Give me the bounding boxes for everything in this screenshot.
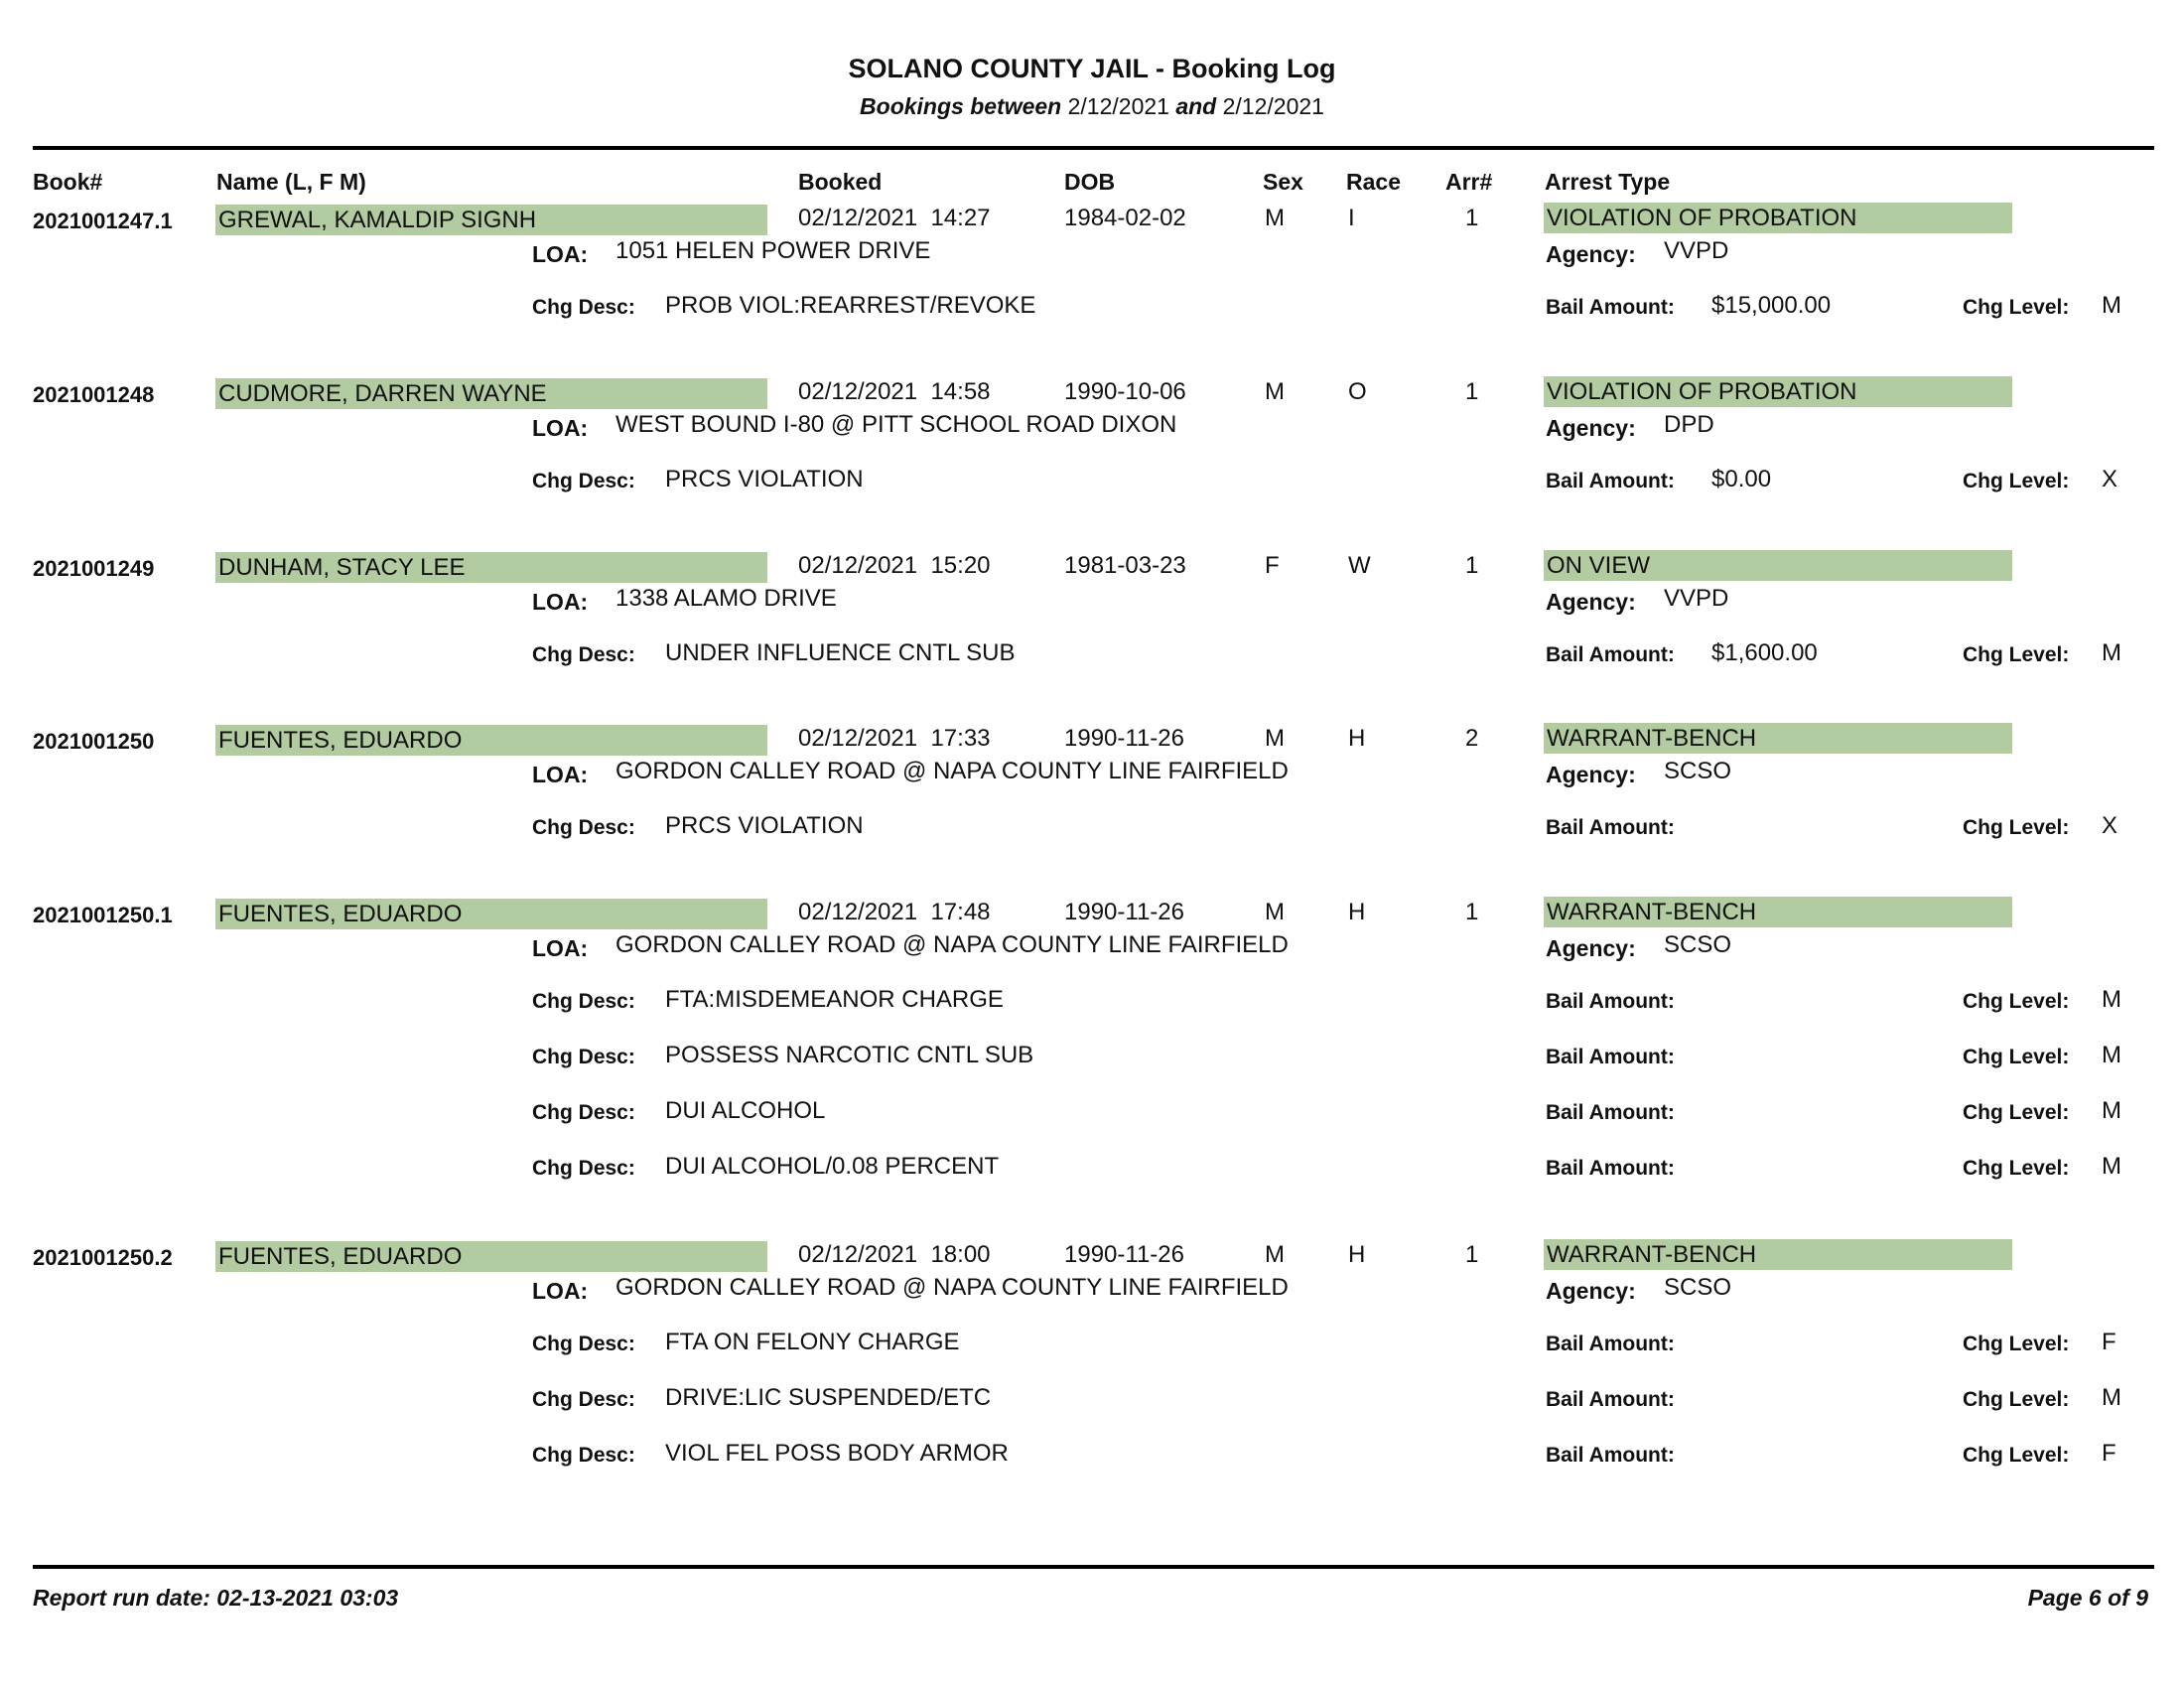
loa-label: LOA: — [532, 1278, 589, 1304]
loa-label: LOA: — [532, 762, 589, 787]
chg-level-value: M — [2102, 639, 2121, 666]
chg-level-label: Chg Level: — [1963, 1388, 2070, 1411]
chg-desc-label: Chg Desc: — [532, 1046, 635, 1068]
agency-value: DPD — [1664, 411, 1714, 438]
agency-value: SCSO — [1664, 1274, 1732, 1301]
book-number: 2021001250 — [33, 729, 155, 754]
chg-level-value: M — [2102, 1097, 2121, 1124]
loa-value: GORDON CALLEY ROAD @ NAPA COUNTY LINE FAIRFIELD — [615, 931, 1289, 958]
chg-desc-value: FTA ON FELONY CHARGE — [665, 1329, 960, 1355]
inmate-name: DUNHAM, STACY LEE — [215, 552, 767, 583]
chg-desc-value: DUI ALCOHOL/0.08 PERCENT — [665, 1153, 1000, 1180]
bail-amount-label: Bail Amount: — [1546, 1101, 1675, 1124]
chg-level-value: X — [2102, 812, 2118, 839]
book-number: 2021001250.2 — [33, 1245, 173, 1270]
col-race: Race — [1346, 169, 1401, 195]
race: H — [1348, 725, 1366, 752]
race: I — [1348, 205, 1355, 231]
report-run-date: Report run date: 02-13-2021 03:03 — [33, 1585, 399, 1611]
loa-label: LOA: — [532, 935, 589, 961]
loa-value: GORDON CALLEY ROAD @ NAPA COUNTY LINE FAIRFIELD — [615, 758, 1289, 784]
race: O — [1348, 378, 1367, 405]
sex: M — [1265, 205, 1285, 231]
bail-amount-label: Bail Amount: — [1546, 1333, 1675, 1355]
chg-level-value: M — [2102, 292, 2121, 319]
inmate-name: CUDMORE, DARREN WAYNE — [215, 378, 767, 409]
chg-desc-value: FTA:MISDEMEANOR CHARGE — [665, 986, 1004, 1013]
chg-level-label: Chg Level: — [1963, 1046, 2070, 1068]
arrest-type: VIOLATION OF PROBATION — [1544, 376, 2012, 407]
book-number: 2021001249 — [33, 556, 155, 581]
loa-value: 1338 ALAMO DRIVE — [615, 585, 837, 612]
col-arr: Arr# — [1445, 169, 1493, 195]
col-sex: Sex — [1263, 169, 1303, 195]
bail-amount-value: $1,600.00 — [1711, 639, 1818, 666]
bail-amount-label: Bail Amount: — [1546, 643, 1675, 666]
agency-label: Agency: — [1546, 935, 1636, 961]
loa-value: GORDON CALLEY ROAD @ NAPA COUNTY LINE FAIRFIELD — [615, 1274, 1289, 1301]
chg-level-label: Chg Level: — [1963, 990, 2070, 1013]
chg-desc-value: PRCS VIOLATION — [665, 812, 864, 839]
inmate-name: FUENTES, EDUARDO — [215, 899, 767, 929]
arrest-number: 1 — [1465, 205, 1479, 231]
col-book: Book# — [33, 169, 103, 195]
arrest-number: 1 — [1465, 378, 1479, 405]
loa-label: LOA: — [532, 415, 589, 441]
arrest-number: 1 — [1465, 1241, 1479, 1268]
arrest-type: WARRANT-BENCH — [1544, 1239, 2012, 1270]
arrest-number: 1 — [1465, 552, 1479, 579]
arrest-type: WARRANT-BENCH — [1544, 897, 2012, 927]
chg-desc-label: Chg Desc: — [532, 470, 635, 492]
arrest-type: WARRANT-BENCH — [1544, 723, 2012, 754]
dob: 1990-10-06 — [1064, 378, 1186, 405]
date-from: 2/12/2021 — [1067, 93, 1169, 119]
inmate-name: FUENTES, EDUARDO — [215, 725, 767, 756]
col-name: Name (L, F M) — [216, 169, 366, 195]
chg-desc-label: Chg Desc: — [532, 816, 635, 839]
chg-level-label: Chg Level: — [1963, 1101, 2070, 1124]
bail-amount-label: Bail Amount: — [1546, 1444, 1675, 1467]
chg-desc-label: Chg Desc: — [532, 296, 635, 319]
report-subtitle — [0, 93, 2184, 120]
footer-rule — [33, 1565, 2154, 1569]
dob: 1984-02-02 — [1064, 205, 1186, 231]
booked-datetime: 02/12/2021 17:33 — [798, 725, 991, 752]
header-rule — [33, 146, 2154, 150]
chg-desc-value: DRIVE:LIC SUSPENDED/ETC — [665, 1384, 992, 1411]
chg-desc-label: Chg Desc: — [532, 1101, 635, 1124]
chg-level-label: Chg Level: — [1963, 1157, 2070, 1180]
chg-desc-label: Chg Desc: — [532, 1157, 635, 1180]
loa-label: LOA: — [532, 589, 589, 615]
race: H — [1348, 899, 1366, 925]
arrest-number: 2 — [1465, 725, 1479, 752]
chg-desc-value: VIOL FEL POSS BODY ARMOR — [665, 1440, 1009, 1467]
chg-desc-value: POSSESS NARCOTIC CNTL SUB — [665, 1042, 1034, 1068]
bail-amount-label: Bail Amount: — [1546, 470, 1675, 492]
book-number: 2021001250.1 — [33, 903, 173, 927]
sex: M — [1265, 1241, 1285, 1268]
dob: 1990-11-26 — [1064, 899, 1184, 925]
booked-datetime: 02/12/2021 17:48 — [798, 899, 991, 925]
sex: M — [1265, 378, 1285, 405]
book-number: 2021001247.1 — [33, 209, 173, 233]
bail-amount-label: Bail Amount: — [1546, 990, 1675, 1013]
chg-level-value: M — [2102, 1153, 2121, 1180]
chg-level-label: Chg Level: — [1963, 816, 2070, 839]
bail-amount-label: Bail Amount: — [1546, 1046, 1675, 1068]
bail-amount-label: Bail Amount: — [1546, 816, 1675, 839]
bail-amount-value: $15,000.00 — [1711, 292, 1832, 319]
sex: M — [1265, 899, 1285, 925]
agency-value: SCSO — [1664, 931, 1732, 958]
chg-level-label: Chg Level: — [1963, 1333, 2070, 1355]
dob: 1990-11-26 — [1064, 1241, 1184, 1268]
col-booked: Booked — [798, 169, 883, 195]
chg-desc-label: Chg Desc: — [532, 1388, 635, 1411]
agency-label: Agency: — [1546, 241, 1636, 267]
bail-amount-value: $0.00 — [1711, 466, 1772, 492]
chg-level-value: M — [2102, 1384, 2121, 1411]
bail-amount-label: Bail Amount: — [1546, 1388, 1675, 1411]
race: H — [1348, 1241, 1366, 1268]
chg-desc-label: Chg Desc: — [532, 643, 635, 666]
chg-level-value: F — [2102, 1440, 2116, 1467]
agency-value: SCSO — [1664, 758, 1732, 784]
loa-label: LOA: — [532, 241, 589, 267]
chg-level-value: X — [2102, 466, 2118, 492]
arrest-type: ON VIEW — [1544, 550, 2012, 581]
report-title: SOLANO COUNTY JAIL - Booking Log — [848, 54, 1336, 83]
chg-desc-value: PRCS VIOLATION — [665, 466, 864, 492]
arrest-type: VIOLATION OF PROBATION — [1544, 203, 2012, 233]
inmate-name: FUENTES, EDUARDO — [215, 1241, 767, 1272]
agency-label: Agency: — [1546, 589, 1636, 615]
chg-level-value: F — [2102, 1329, 2116, 1355]
chg-desc-label: Chg Desc: — [532, 1444, 635, 1467]
chg-desc-value: PROB VIOL:REARREST/REVOKE — [665, 292, 1036, 319]
loa-value: WEST BOUND I-80 @ PITT SCHOOL ROAD DIXON — [615, 411, 1177, 438]
agency-label: Agency: — [1546, 762, 1636, 787]
chg-level-label: Chg Level: — [1963, 296, 2070, 319]
dob: 1990-11-26 — [1064, 725, 1184, 752]
subtitle-prefix: Bookings between — [860, 93, 1062, 119]
race: W — [1348, 552, 1371, 579]
booked-datetime: 02/12/2021 18:00 — [798, 1241, 991, 1268]
chg-level-value: M — [2102, 986, 2121, 1013]
agency-label: Agency: — [1546, 1278, 1636, 1304]
agency-value: VVPD — [1664, 237, 1729, 264]
booked-datetime: 02/12/2021 14:58 — [798, 378, 991, 405]
inmate-name: GREWAL, KAMALDIP SIGNH — [215, 205, 767, 235]
chg-desc-value: UNDER INFLUENCE CNTL SUB — [665, 639, 1016, 666]
book-number: 2021001248 — [33, 382, 155, 407]
agency-label: Agency: — [1546, 415, 1636, 441]
chg-desc-label: Chg Desc: — [532, 1333, 635, 1355]
chg-desc-value: DUI ALCOHOL — [665, 1097, 826, 1124]
chg-desc-label: Chg Desc: — [532, 990, 635, 1013]
chg-level-label: Chg Level: — [1963, 643, 2070, 666]
agency-value: VVPD — [1664, 585, 1729, 612]
col-arrest-type: Arrest Type — [1545, 169, 1671, 195]
dob: 1981-03-23 — [1064, 552, 1186, 579]
booked-datetime: 02/12/2021 15:20 — [798, 552, 991, 579]
subtitle-and: and — [1175, 93, 1217, 119]
date-to: 2/12/2021 — [1222, 93, 1324, 119]
booked-datetime: 02/12/2021 14:27 — [798, 205, 991, 231]
page-number: Page 6 of 9 — [2027, 1585, 2148, 1611]
sex: M — [1265, 725, 1285, 752]
col-dob: DOB — [1064, 169, 1116, 195]
arrest-number: 1 — [1465, 899, 1479, 925]
chg-level-label: Chg Level: — [1963, 1444, 2070, 1467]
bail-amount-label: Bail Amount: — [1546, 296, 1675, 319]
chg-level-label: Chg Level: — [1963, 470, 2070, 492]
bail-amount-label: Bail Amount: — [1546, 1157, 1675, 1180]
chg-level-value: M — [2102, 1042, 2121, 1068]
sex: F — [1265, 552, 1280, 579]
loa-value: 1051 HELEN POWER DRIVE — [615, 237, 931, 264]
